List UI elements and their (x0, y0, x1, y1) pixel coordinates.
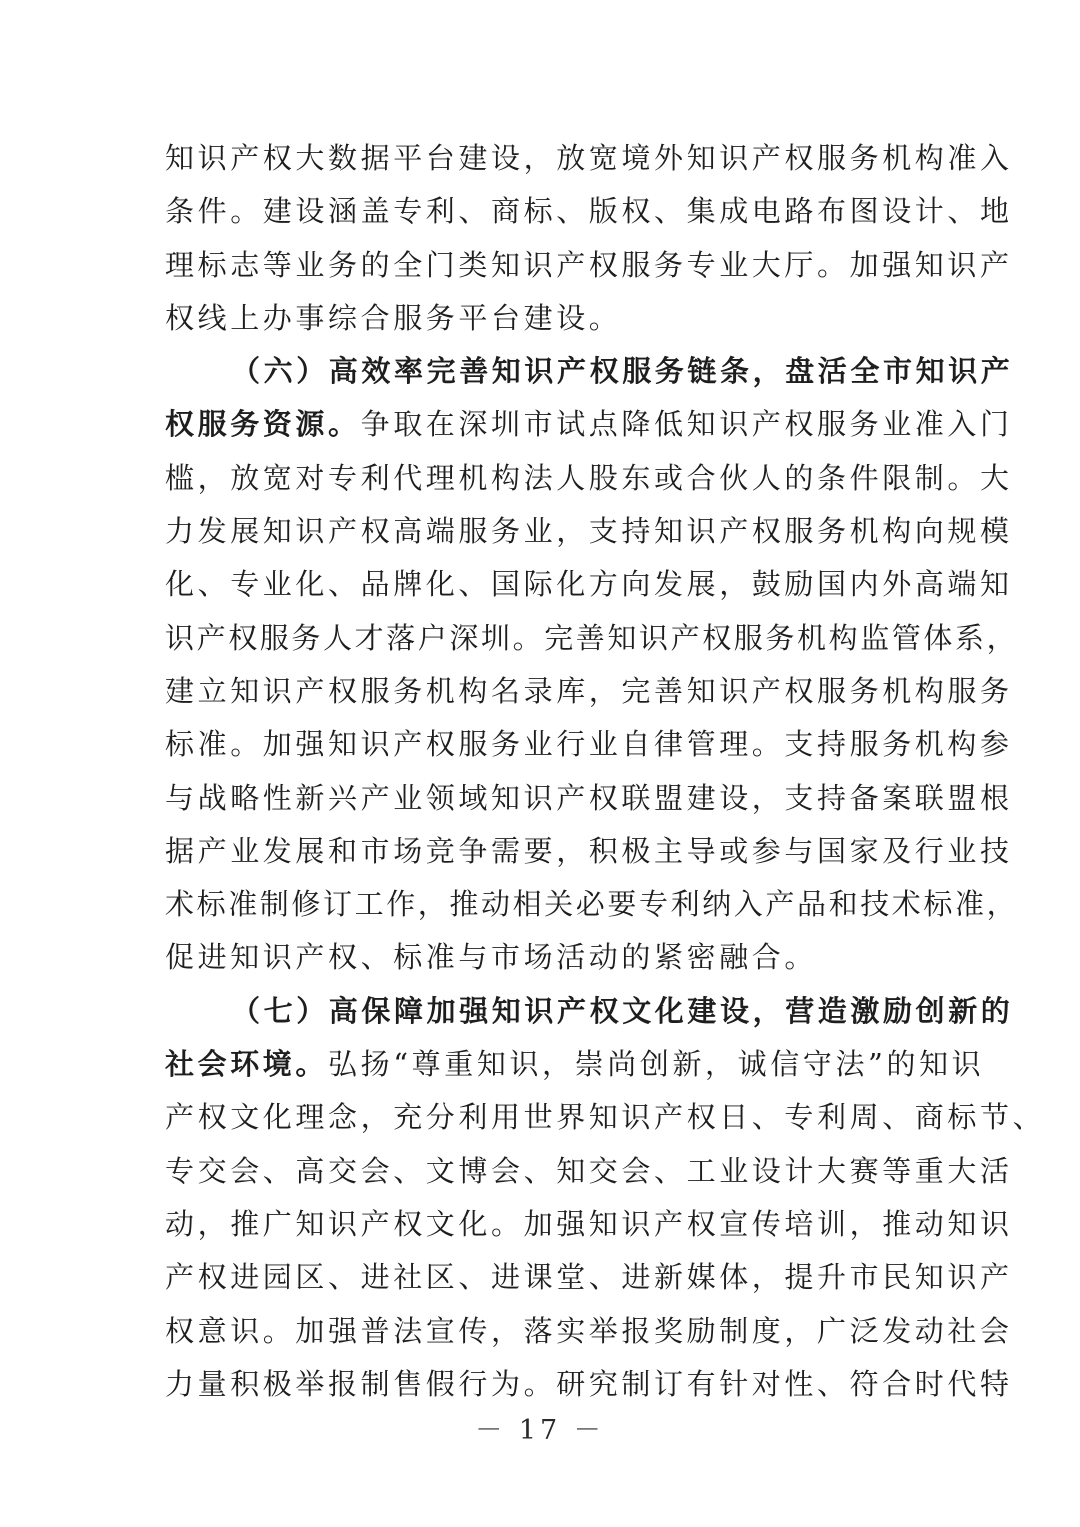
text-line (165, 292, 925, 345)
section-heading-line (165, 345, 1014, 398)
text-span: 术标准制修订工作，推动相关必要专利纳入产品和技术标准， (165, 887, 1019, 922)
text-span: 化、专业化、品牌化、国际化方向发展，鼓励国内外高端知 (165, 567, 1013, 602)
text-line (165, 1091, 1046, 1144)
text-line (165, 1358, 1013, 1411)
text-line (165, 452, 1013, 505)
text-span: 专交会、高交会、文博会、知交会、工业设计大赛等重大活 (165, 1153, 1013, 1188)
text-line (165, 185, 1013, 238)
body-text (165, 132, 1046, 1411)
page-number: － 17 － (475, 1415, 605, 1446)
bold-text: （七）高保障加强知识产权文化建设，营造激励创新的 (231, 993, 1014, 1028)
text-line (165, 825, 1013, 878)
text-line (165, 505, 1013, 558)
text-line (165, 1038, 985, 1091)
text-span: 争取在深圳市试点降低知识产权服务业准入门 (360, 407, 1013, 442)
text-line (165, 612, 1019, 665)
text-line (165, 1251, 1013, 1304)
text-line (165, 239, 1013, 292)
text-line (165, 398, 1013, 451)
text-span: 动，推广知识产权文化。加强知识产权宣传培训，推动知识 (165, 1206, 1013, 1241)
bold-text: （六）高效率完善知识产权服务链条，盘活全市知识产 (231, 354, 1014, 389)
text-line (165, 1145, 1013, 1198)
text-span: 标准。加强知识产权服务业行业自律管理。支持服务机构参 (165, 727, 1013, 762)
text-span: 产权文化理念，充分利用世界知识产权日、专利周、商标节、 (165, 1100, 1046, 1135)
text-span: 权线上办事综合服务平台建设。 (165, 300, 622, 335)
text-span: 知识产权大数据平台建设，放宽境外知识产权服务机构准入 (165, 141, 1013, 175)
text-span: 促进知识产权、标准与市场活动的紧密融合。 (165, 940, 818, 975)
text-span: 与战略性新兴产业领域知识产权联盟建设，支持备案联盟根 (165, 780, 1013, 815)
text-span: 产权进园区、进社区、进课堂、进新媒体，提升市民知识产 (165, 1260, 1013, 1295)
text-span: 权意识。加强普法宣传，落实举报奖励制度，广泛发动社会 (165, 1313, 1013, 1348)
text-span: 弘扬“尊重知识，崇尚创新，诚信守法”的知识 (328, 1047, 985, 1082)
text-span: 建立知识产权服务机构名录库，完善知识产权服务机构服务 (165, 673, 1013, 708)
text-line (165, 558, 1013, 611)
text-line (165, 132, 1013, 185)
text-span: 识产权服务人才落户深圳。完善知识产权服务机构监管体系， (165, 620, 1019, 655)
text-line (165, 1305, 1013, 1358)
bold-text: 社会环境。 (165, 1047, 329, 1082)
section-heading-line (165, 985, 1014, 1038)
text-span: 力发展知识产权高端服务业，支持知识产权服务机构向规模 (165, 514, 1013, 549)
text-line (165, 878, 1019, 931)
text-line (165, 931, 925, 984)
text-line (165, 665, 1013, 718)
text-span: 据产业发展和市场竞争需要，积极主导或参与国家及行业技 (165, 833, 1013, 868)
text-span: 理标志等业务的全门类知识产权服务专业大厅。加强知识产 (165, 247, 1013, 282)
text-line (165, 1198, 1013, 1251)
text-line (165, 772, 1013, 825)
text-line (165, 718, 1013, 771)
bold-text: 权服务资源。 (165, 407, 361, 442)
text-span: 力量积极举报制售假行为。研究制订有针对性、符合时代特 (165, 1366, 1013, 1401)
text-span: 条件。建设涵盖专利、商标、版权、集成电路布图设计、地 (165, 194, 1013, 229)
text-span: 槛，放宽对专利代理机构法人股东或合伙人的条件限制。大 (165, 460, 1013, 495)
